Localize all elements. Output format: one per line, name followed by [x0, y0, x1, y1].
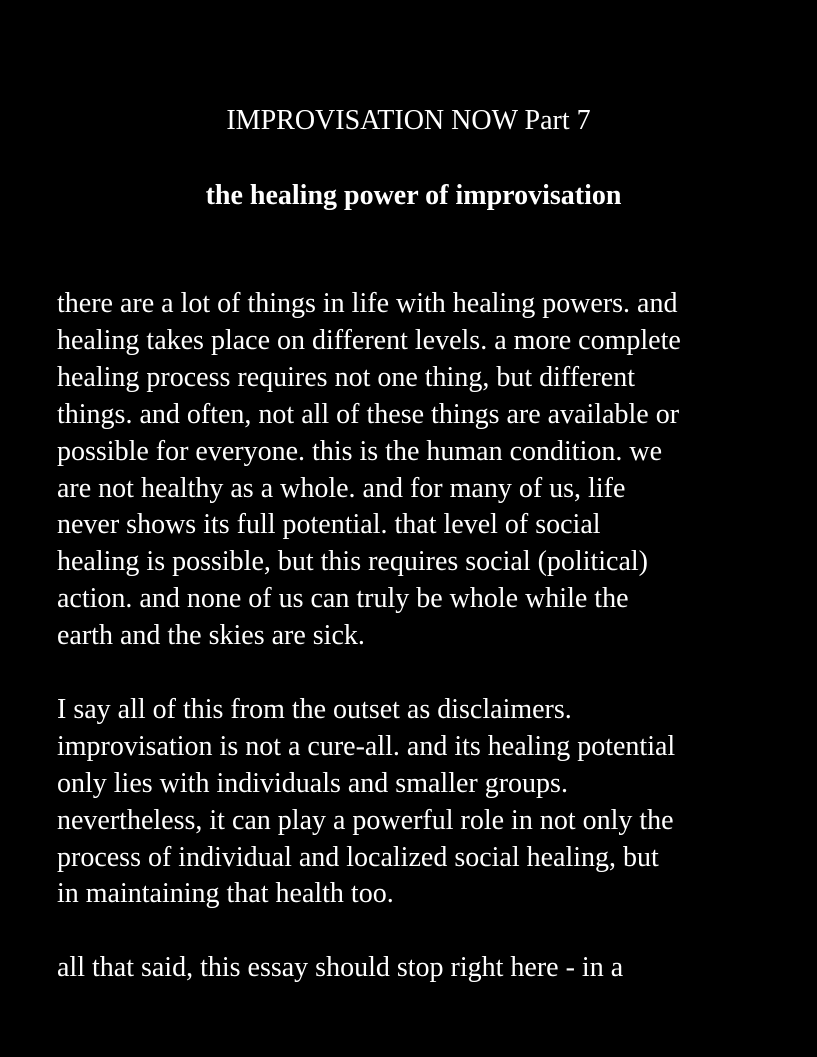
text-line: never shows its full potential. that level of social — [57, 509, 601, 541]
text-line: healing takes place on different levels. a more complete — [57, 324, 681, 356]
text-line: nevertheless, it can play a powerful role in not only the — [57, 804, 674, 836]
document-subtitle: the healing power of improvisation — [205, 180, 622, 211]
text-line: action. and none of us can truly be whole while the — [57, 583, 629, 615]
essay-paragraph-1 — [57, 286, 797, 655]
text-line: earth and the skies are sick. — [57, 620, 365, 652]
text-line: improvisation is not a cure-all. and its healing potential — [57, 730, 676, 762]
text-line: healing is possible, but this requires social (political) — [57, 546, 648, 578]
text-line: possible for everyone. this is the human condition. we — [57, 435, 662, 467]
paragraph-spacer — [57, 913, 797, 950]
text-line: I say all of this from the outset as disclaimers. — [57, 693, 572, 725]
paragraph-spacer — [57, 655, 797, 692]
text-line: only lies with individuals and smaller groups. — [57, 767, 568, 799]
text-line: things. and often, not all of these things are available or — [57, 398, 680, 430]
essay-body — [57, 286, 797, 987]
essay-paragraph-3 — [57, 950, 797, 987]
text-line: all that said, this essay should stop right here - in a — [57, 952, 624, 984]
text-line: healing process requires not one thing, but different — [57, 361, 635, 393]
text-line: are not healthy as a whole. and for many of us, life — [57, 472, 626, 504]
text-line: process of individual and localized social healing, but — [57, 841, 659, 873]
document-title: IMPROVISATION NOW Part 7 — [226, 105, 591, 136]
essay-paragraph-2 — [57, 692, 797, 913]
text-line: in maintaining that health too. — [57, 878, 394, 910]
text-line: there are a lot of things in life with healing powers. and — [57, 288, 678, 319]
